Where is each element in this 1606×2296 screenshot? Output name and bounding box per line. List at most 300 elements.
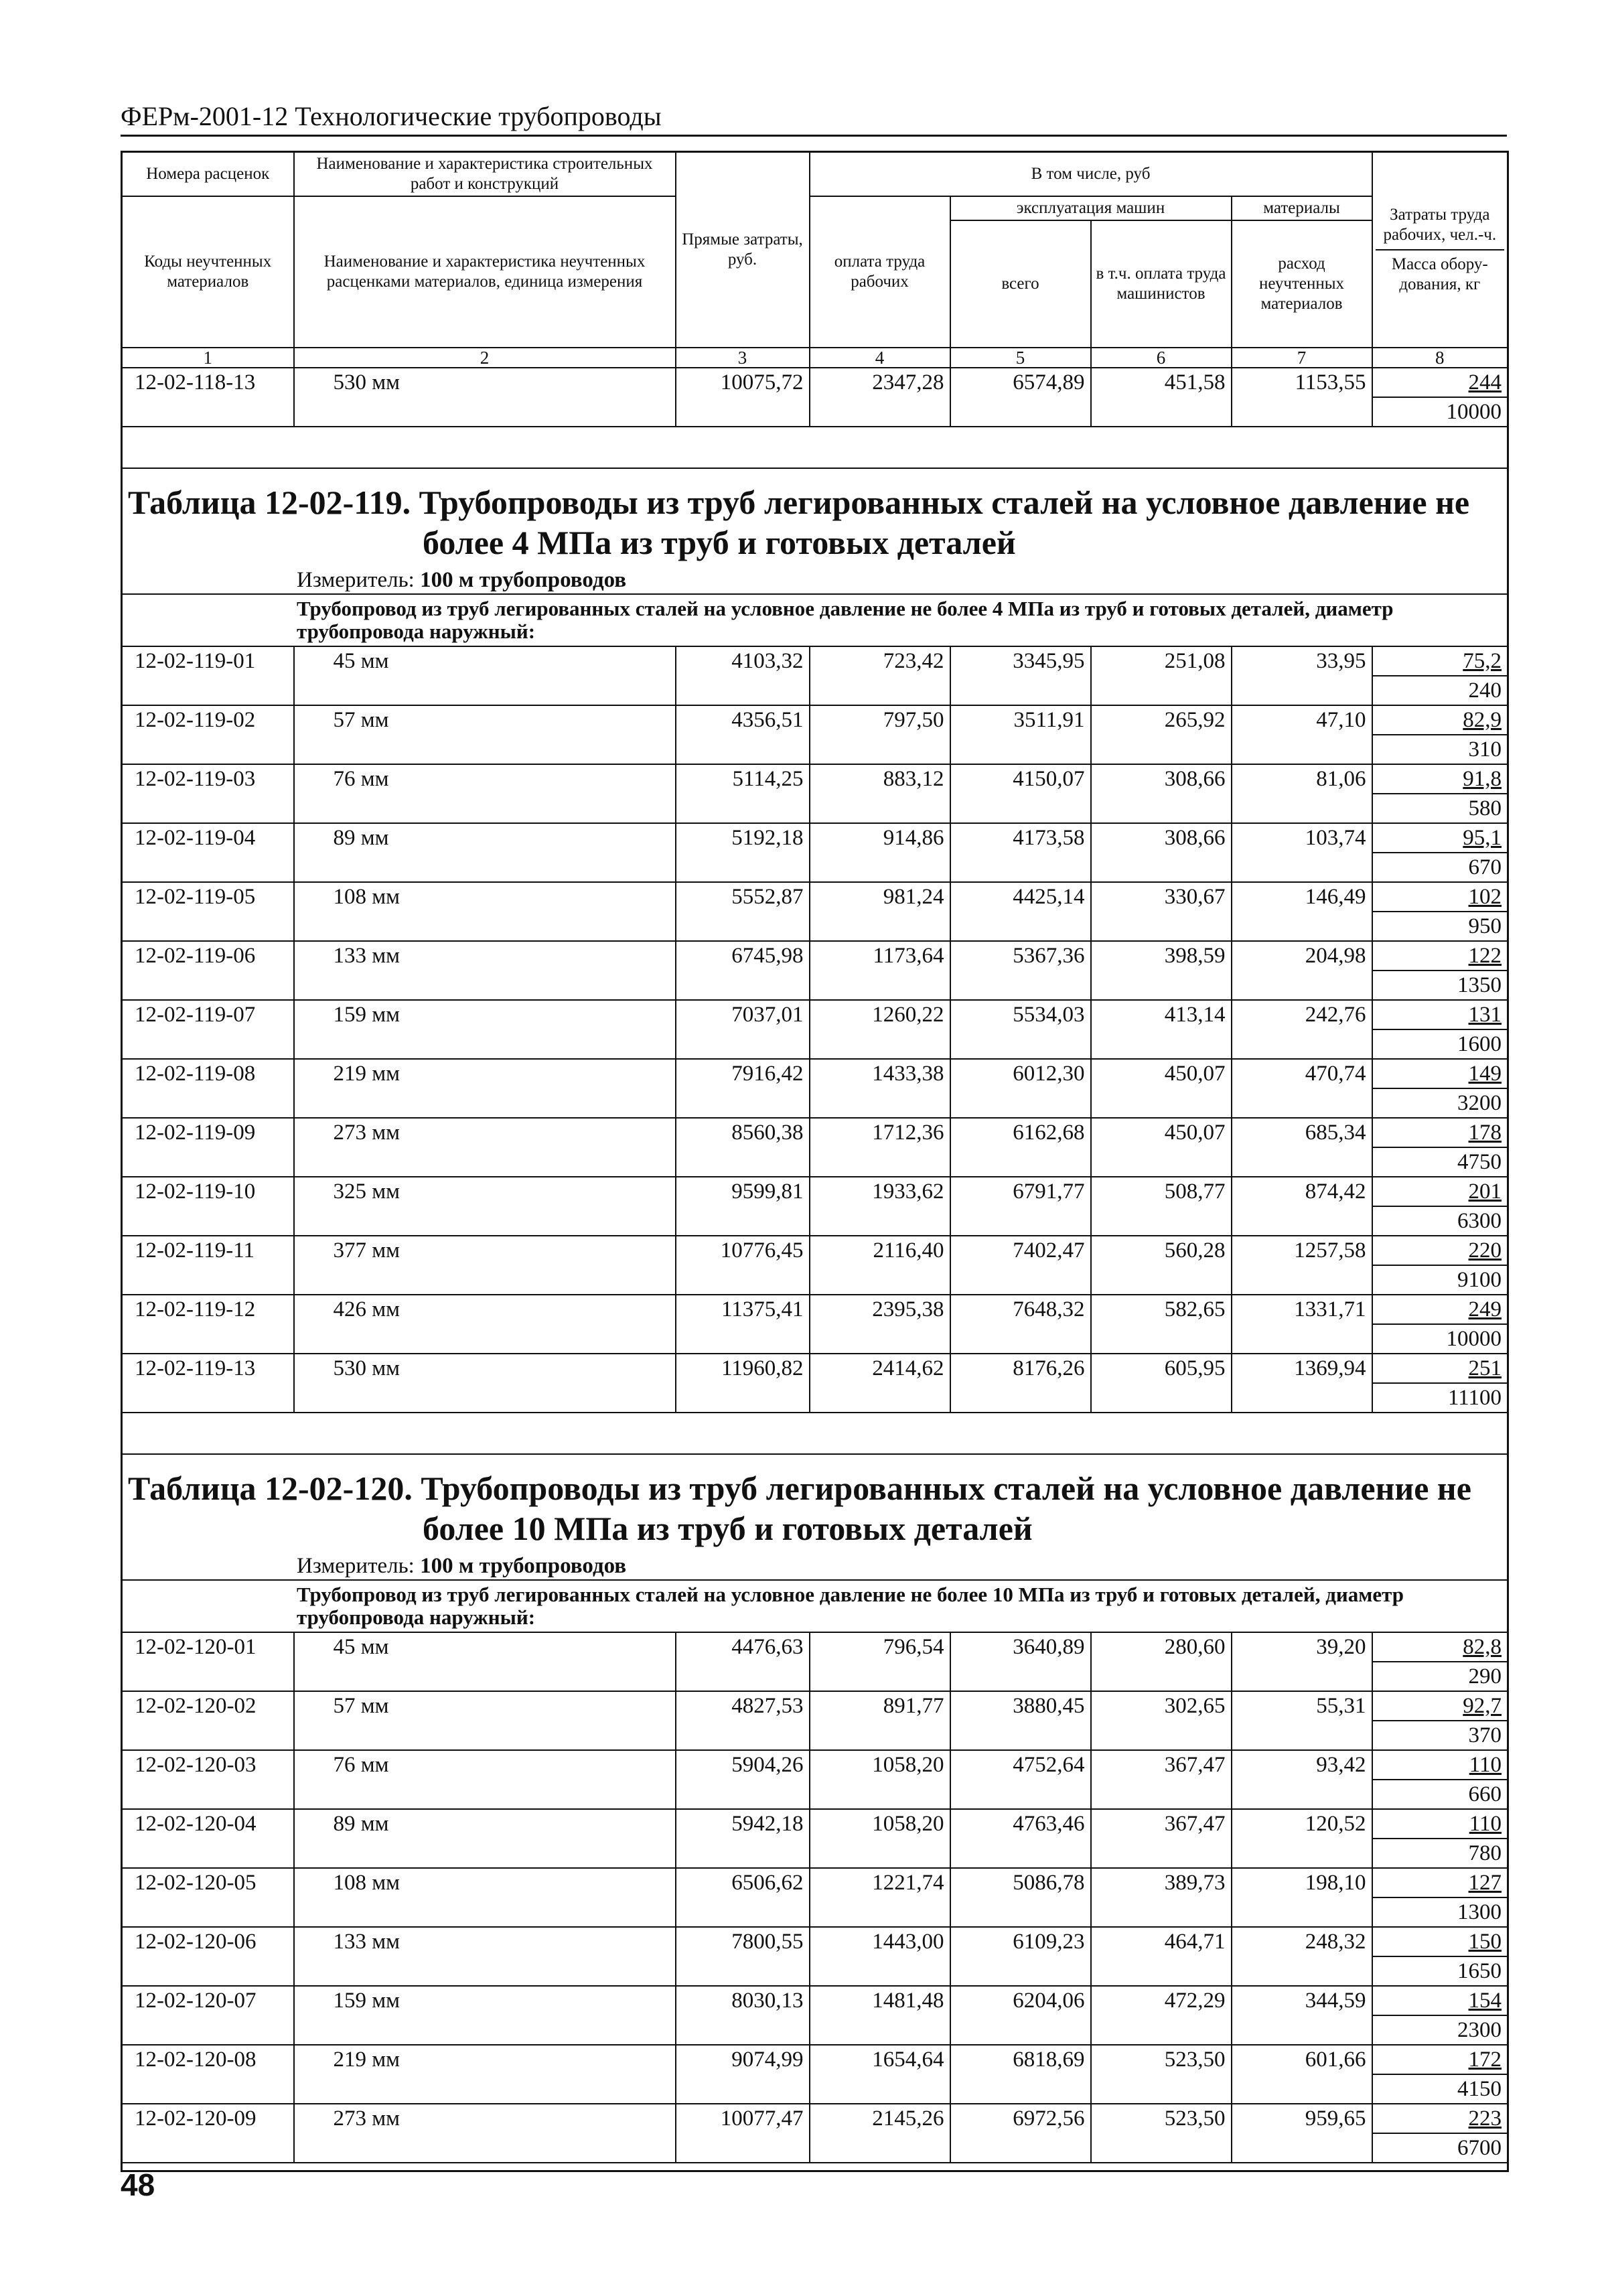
machines-total: 8176,26 xyxy=(950,1354,1091,1413)
materials-cost: 242,76 xyxy=(1232,1000,1372,1059)
table-row xyxy=(122,1177,1508,1236)
labor-mass-cell xyxy=(1372,646,1508,705)
labor-mass-cell xyxy=(1372,1177,1508,1236)
equipment-mass: 1600 xyxy=(1373,1029,1508,1058)
column-number: 4 xyxy=(810,348,950,368)
equipment-mass: 3200 xyxy=(1373,1088,1508,1117)
rate-code: 12-02-119-03 xyxy=(122,764,294,823)
materials-cost: 1369,94 xyxy=(1232,1354,1372,1413)
operators-pay: 389,73 xyxy=(1091,1868,1232,1927)
table-title-row xyxy=(122,1454,1508,1553)
labor-hours: 82,9 xyxy=(1463,708,1502,732)
labor-hours: 154 xyxy=(1468,1989,1502,2013)
table-row xyxy=(122,1868,1508,1927)
table-title-line-1: Таблица 12-02-119. Трубопроводы из труб легированных сталей на условное давление не xyxy=(128,484,1470,521)
rate-name: 45 мм xyxy=(294,1632,676,1691)
header-codes-top: Номера расценок xyxy=(122,152,294,197)
labor-hours: 75,2 xyxy=(1463,649,1502,673)
materials-cost: 959,65 xyxy=(1232,2104,1372,2163)
table-row xyxy=(122,368,1508,427)
machines-total: 6162,68 xyxy=(950,1118,1091,1177)
labor-pay: 914,86 xyxy=(810,823,950,882)
labor-hours: 201 xyxy=(1468,1179,1502,1204)
rate-code: 12-02-120-01 xyxy=(122,1632,294,1691)
rate-code: 12-02-119-06 xyxy=(122,941,294,1000)
page-number: 48 xyxy=(121,2167,155,2202)
labor-pay: 797,50 xyxy=(810,705,950,764)
operators-pay: 523,50 xyxy=(1091,2045,1232,2104)
machines-total: 6204,06 xyxy=(950,1986,1091,2045)
table-row xyxy=(122,1295,1508,1354)
direct-cost: 10776,45 xyxy=(676,1236,810,1295)
equipment-mass: 4750 xyxy=(1373,1147,1508,1176)
machines-total: 6972,56 xyxy=(950,2104,1091,2163)
column-number: 1 xyxy=(122,348,294,368)
direct-cost: 8560,38 xyxy=(676,1118,810,1177)
meter-row xyxy=(122,1553,1508,1580)
equipment-mass: 9100 xyxy=(1373,1265,1508,1294)
labor-mass-cell xyxy=(1372,823,1508,882)
gap-cell xyxy=(122,427,1508,468)
rate-code: 12-02-120-02 xyxy=(122,1691,294,1750)
labor-hours: 127 xyxy=(1468,1871,1502,1895)
header-operators-pay: в т.ч. оплата труда машинистов xyxy=(1091,220,1232,348)
header-row-2 xyxy=(122,196,1508,220)
operators-pay: 367,47 xyxy=(1091,1750,1232,1809)
labor-hours: 122 xyxy=(1468,944,1502,968)
table-row xyxy=(122,2104,1508,2163)
table-title-line-1: Таблица 12-02-120. Трубопроводы из труб легированных сталей на условное давление не xyxy=(128,1469,1471,1507)
equipment-mass: 290 xyxy=(1373,1661,1508,1691)
direct-cost: 7037,01 xyxy=(676,1000,810,1059)
materials-cost: 39,20 xyxy=(1232,1632,1372,1691)
operators-pay: 508,77 xyxy=(1091,1177,1232,1236)
rate-code: 12-02-119-09 xyxy=(122,1118,294,1177)
labor-pay: 1654,64 xyxy=(810,2045,950,2104)
table-row xyxy=(122,1691,1508,1750)
gap-cell xyxy=(122,1413,1508,1454)
labor-hours: 251 xyxy=(1468,1356,1502,1380)
header-group: В том числе, руб xyxy=(810,152,1372,197)
operators-pay: 367,47 xyxy=(1091,1809,1232,1868)
labor-hours: 150 xyxy=(1468,1930,1502,1954)
operators-pay: 265,92 xyxy=(1091,705,1232,764)
labor-pay: 1260,22 xyxy=(810,1000,950,1059)
table-title-line-2: более 10 МПа из труб и готовых деталей xyxy=(423,1510,1033,1547)
header-machines-total: всего xyxy=(950,220,1091,348)
materials-cost: 120,52 xyxy=(1232,1809,1372,1868)
column-numbers-row xyxy=(122,348,1508,368)
labor-pay: 883,12 xyxy=(810,764,950,823)
equipment-mass: 6300 xyxy=(1373,1206,1508,1235)
labor-hours: 149 xyxy=(1468,1062,1502,1086)
meter-line xyxy=(122,567,1508,594)
labor-mass-cell xyxy=(1372,1927,1508,1986)
labor-hours: 220 xyxy=(1468,1238,1502,1263)
labor-hours: 110 xyxy=(1469,1753,1502,1777)
labor-mass-cell xyxy=(1372,882,1508,941)
labor-pay: 1933,62 xyxy=(810,1177,950,1236)
rate-code: 12-02-119-05 xyxy=(122,882,294,941)
labor-hours: 172 xyxy=(1468,2048,1502,2072)
direct-cost: 9599,81 xyxy=(676,1177,810,1236)
labor-hours: 223 xyxy=(1468,2106,1502,2131)
rate-code: 12-02-118-13 xyxy=(122,368,294,427)
machines-total: 5534,03 xyxy=(950,1000,1091,1059)
labor-pay: 1712,36 xyxy=(810,1118,950,1177)
header-row-1 xyxy=(122,152,1508,197)
direct-cost: 5904,26 xyxy=(676,1750,810,1809)
rate-name: 325 мм xyxy=(294,1177,676,1236)
machines-total: 4173,58 xyxy=(950,823,1091,882)
direct-cost: 6506,62 xyxy=(676,1868,810,1927)
operators-pay: 464,71 xyxy=(1091,1927,1232,1986)
subtitle-row xyxy=(122,594,1508,646)
operators-pay: 450,07 xyxy=(1091,1059,1232,1118)
rate-code: 12-02-119-13 xyxy=(122,1354,294,1413)
machines-total: 6012,30 xyxy=(950,1059,1091,1118)
table-row xyxy=(122,1118,1508,1177)
materials-cost: 344,59 xyxy=(1232,1986,1372,2045)
operators-pay: 398,59 xyxy=(1091,941,1232,1000)
meter-line xyxy=(122,1553,1508,1580)
materials-cost: 248,32 xyxy=(1232,1927,1372,1986)
equipment-mass: 310 xyxy=(1373,734,1508,764)
column-number: 7 xyxy=(1232,348,1372,368)
direct-cost: 4476,63 xyxy=(676,1632,810,1691)
table-row xyxy=(122,646,1508,705)
machines-total: 4150,07 xyxy=(950,764,1091,823)
operators-pay: 560,28 xyxy=(1091,1236,1232,1295)
rate-code: 12-02-119-11 xyxy=(122,1236,294,1295)
materials-cost: 198,10 xyxy=(1232,1868,1372,1927)
equipment-mass: 780 xyxy=(1373,1838,1508,1867)
direct-cost: 4103,32 xyxy=(676,646,810,705)
equipment-mass: 6700 xyxy=(1373,2133,1508,2162)
table-title xyxy=(122,468,1508,567)
table-row xyxy=(122,1632,1508,1691)
rate-name: 133 мм xyxy=(294,1927,676,1986)
table-title-row xyxy=(122,468,1508,567)
machines-total: 6791,77 xyxy=(950,1177,1091,1236)
labor-pay: 1221,74 xyxy=(810,1868,950,1927)
equipment-mass: 10000 xyxy=(1373,1323,1508,1353)
operators-pay: 523,50 xyxy=(1091,2104,1232,2163)
header-labor-pay: оплата труда рабочих xyxy=(810,196,950,348)
materials-cost: 33,95 xyxy=(1232,646,1372,705)
meter-label: Измеритель: xyxy=(297,568,415,592)
column-number: 6 xyxy=(1091,348,1232,368)
machines-total: 3345,95 xyxy=(950,646,1091,705)
direct-cost: 7916,42 xyxy=(676,1059,810,1118)
labor-pay: 981,24 xyxy=(810,882,950,941)
table-row xyxy=(122,823,1508,882)
labor-pay: 2395,38 xyxy=(810,1295,950,1354)
machines-total: 6818,69 xyxy=(950,2045,1091,2104)
rate-name: 426 мм xyxy=(294,1295,676,1354)
table-row xyxy=(122,1000,1508,1059)
rate-code: 12-02-120-09 xyxy=(122,2104,294,2163)
labor-hours: 92,7 xyxy=(1463,1694,1502,1718)
labor-pay: 1481,48 xyxy=(810,1986,950,2045)
table-row xyxy=(122,1750,1508,1809)
machines-total: 5086,78 xyxy=(950,1868,1091,1927)
machines-total: 3511,91 xyxy=(950,705,1091,764)
labor-mass-cell xyxy=(1372,1632,1508,1691)
materials-cost: 470,74 xyxy=(1232,1059,1372,1118)
labor-mass-cell xyxy=(1372,941,1508,1000)
labor-mass-cell xyxy=(1372,1750,1508,1809)
table-row xyxy=(122,1236,1508,1295)
equipment-mass: 670 xyxy=(1373,852,1508,881)
materials-cost: 1331,71 xyxy=(1232,1295,1372,1354)
materials-cost: 146,49 xyxy=(1232,882,1372,941)
rate-name: 76 мм xyxy=(294,764,676,823)
equipment-mass: 1650 xyxy=(1373,1956,1508,1985)
labor-hours: 102 xyxy=(1468,885,1502,909)
operators-pay: 451,58 xyxy=(1091,368,1232,427)
operators-pay: 582,65 xyxy=(1091,1295,1232,1354)
labor-pay: 2116,40 xyxy=(810,1236,950,1295)
rate-name: 89 мм xyxy=(294,823,676,882)
direct-cost: 10075,72 xyxy=(676,368,810,427)
materials-cost: 47,10 xyxy=(1232,705,1372,764)
rate-name: 219 мм xyxy=(294,1059,676,1118)
rate-name: 219 мм xyxy=(294,2045,676,2104)
equipment-mass: 240 xyxy=(1373,675,1508,705)
rate-code: 12-02-120-03 xyxy=(122,1750,294,1809)
subtitle-row xyxy=(122,1580,1508,1632)
meter-value: 100 м трубопроводов xyxy=(420,568,627,592)
machines-total: 7402,47 xyxy=(950,1236,1091,1295)
rate-code: 12-02-120-05 xyxy=(122,1868,294,1927)
rate-code: 12-02-119-08 xyxy=(122,1059,294,1118)
labor-mass-cell xyxy=(1372,368,1508,427)
labor-hours: 249 xyxy=(1468,1297,1502,1321)
equipment-mass: 2300 xyxy=(1373,2015,1508,2044)
rate-name: 57 мм xyxy=(294,1691,676,1750)
header-codes-bottom: Коды неучтенных материалов xyxy=(122,196,294,348)
equipment-mass: 1300 xyxy=(1373,1897,1508,1926)
labor-hours: 82,8 xyxy=(1463,1635,1502,1659)
header-direct-cost: Прямые затраты, руб. xyxy=(676,152,810,348)
rate-code: 12-02-119-10 xyxy=(122,1177,294,1236)
labor-pay: 1058,20 xyxy=(810,1809,950,1868)
operators-pay: 330,67 xyxy=(1091,882,1232,941)
labor-hours: 131 xyxy=(1468,1003,1502,1027)
labor-pay: 723,42 xyxy=(810,646,950,705)
labor-mass-cell xyxy=(1372,1868,1508,1927)
header-name-top: Наименование и характеристика строительных работ и конструкций xyxy=(294,152,676,197)
labor-pay: 1443,00 xyxy=(810,1927,950,1986)
operators-pay: 280,60 xyxy=(1091,1632,1232,1691)
equipment-mass: 660 xyxy=(1373,1779,1508,1808)
rate-name: 159 мм xyxy=(294,1986,676,2045)
labor-mass-cell xyxy=(1372,1059,1508,1118)
labor-mass-cell xyxy=(1372,1000,1508,1059)
labor-hours: 95,1 xyxy=(1463,826,1502,850)
page-header: ФЕРм-2001-12 Технологические трубопроводы xyxy=(121,100,1507,137)
equipment-mass: 950 xyxy=(1373,911,1508,940)
direct-cost: 4356,51 xyxy=(676,705,810,764)
labor-mass-cell xyxy=(1372,1295,1508,1354)
rate-code: 12-02-119-12 xyxy=(122,1295,294,1354)
operators-pay: 413,14 xyxy=(1091,1000,1232,1059)
rate-name: 108 мм xyxy=(294,882,676,941)
operators-pay: 605,95 xyxy=(1091,1354,1232,1413)
table-row xyxy=(122,2045,1508,2104)
machines-total: 4752,64 xyxy=(950,1750,1091,1809)
operators-pay: 308,66 xyxy=(1091,823,1232,882)
labor-hours: 178 xyxy=(1468,1121,1502,1145)
rate-name: 108 мм xyxy=(294,1868,676,1927)
table-title xyxy=(122,1454,1508,1553)
column-number: 8 xyxy=(1372,348,1508,368)
column-number: 5 xyxy=(950,348,1091,368)
header-labor-mass xyxy=(1372,152,1508,348)
labor-hours: 91,8 xyxy=(1463,767,1502,791)
rate-name: 377 мм xyxy=(294,1236,676,1295)
rate-code: 12-02-119-02 xyxy=(122,705,294,764)
materials-cost: 55,31 xyxy=(1232,1691,1372,1750)
equipment-mass: 11100 xyxy=(1373,1382,1508,1412)
materials-cost: 93,42 xyxy=(1232,1750,1372,1809)
rate-name: 133 мм xyxy=(294,941,676,1000)
direct-cost: 5942,18 xyxy=(676,1809,810,1868)
equipment-mass: 10000 xyxy=(1373,397,1508,426)
equipment-mass: 1350 xyxy=(1373,970,1508,999)
rate-code: 12-02-120-08 xyxy=(122,2045,294,2104)
rate-code: 12-02-119-01 xyxy=(122,646,294,705)
direct-cost: 4827,53 xyxy=(676,1691,810,1750)
rate-name: 159 мм xyxy=(294,1000,676,1059)
operators-pay: 450,07 xyxy=(1091,1118,1232,1177)
rate-name: 76 мм xyxy=(294,1750,676,1809)
column-number: 2 xyxy=(294,348,676,368)
rate-code: 12-02-119-04 xyxy=(122,823,294,882)
table-subtitle: Трубопровод из труб легированных сталей на условное давление не более 10 МПа из труб и готовых деталей, диаметр трубопровода наружный: xyxy=(122,1580,1508,1632)
labor-mass-cell xyxy=(1372,1986,1508,2045)
header-name-bottom: Наименование и характеристика неучтенных расценками материалов, единица измерения xyxy=(294,196,676,348)
materials-cost: 874,42 xyxy=(1232,1177,1372,1236)
header-materials: материалы xyxy=(1232,196,1372,220)
rate-name: 530 мм xyxy=(294,368,676,427)
direct-cost: 5552,87 xyxy=(676,882,810,941)
table-row xyxy=(122,1809,1508,1868)
meter-label: Измеритель: xyxy=(297,1554,415,1578)
column-number: 3 xyxy=(676,348,810,368)
table-row xyxy=(122,1927,1508,1986)
direct-cost: 6745,98 xyxy=(676,941,810,1000)
labor-mass-cell xyxy=(1372,764,1508,823)
materials-cost: 601,66 xyxy=(1232,2045,1372,2104)
labor-mass-cell xyxy=(1372,2104,1508,2163)
machines-total: 7648,32 xyxy=(950,1295,1091,1354)
direct-cost: 5192,18 xyxy=(676,823,810,882)
materials-cost: 1257,58 xyxy=(1232,1236,1372,1295)
header-unaccounted-materials: расход неучтенных материалов xyxy=(1232,220,1372,348)
rate-code: 12-02-120-06 xyxy=(122,1927,294,1986)
table-row xyxy=(122,941,1508,1000)
table-title-line-2: более 4 МПа из труб и готовых деталей xyxy=(423,524,1016,561)
labor-hours: 110 xyxy=(1469,1812,1502,1836)
table-end-spacer xyxy=(122,2163,1508,2171)
operators-pay: 308,66 xyxy=(1091,764,1232,823)
labor-pay: 1433,38 xyxy=(810,1059,950,1118)
direct-cost: 11375,41 xyxy=(676,1295,810,1354)
direct-cost: 9074,99 xyxy=(676,2045,810,2104)
table-row xyxy=(122,1354,1508,1413)
direct-cost: 11960,82 xyxy=(676,1354,810,1413)
materials-cost: 103,74 xyxy=(1232,823,1372,882)
machines-total: 6109,23 xyxy=(950,1927,1091,1986)
machines-total: 4425,14 xyxy=(950,882,1091,941)
header-labor-hours: Затраты труда рабочих, чел.-ч. xyxy=(1376,205,1505,250)
rate-code: 12-02-119-07 xyxy=(122,1000,294,1059)
materials-cost: 81,06 xyxy=(1232,764,1372,823)
machines-total: 4763,46 xyxy=(950,1809,1091,1868)
meter-row xyxy=(122,567,1508,594)
section-gap xyxy=(122,427,1508,468)
labor-pay: 2347,28 xyxy=(810,368,950,427)
labor-mass-cell xyxy=(1372,1236,1508,1295)
table-row xyxy=(122,882,1508,941)
table-row xyxy=(122,764,1508,823)
rate-name: 89 мм xyxy=(294,1809,676,1868)
direct-cost: 8030,13 xyxy=(676,1986,810,2045)
machines-total: 5367,36 xyxy=(950,941,1091,1000)
table-row xyxy=(122,705,1508,764)
materials-cost: 1153,55 xyxy=(1232,368,1372,427)
equipment-mass: 580 xyxy=(1373,793,1508,822)
materials-cost: 204,98 xyxy=(1232,941,1372,1000)
header-equipment-mass: Масса обору-дования, кг xyxy=(1391,255,1488,293)
rate-name: 45 мм xyxy=(294,646,676,705)
labor-mass-cell xyxy=(1372,1354,1508,1413)
labor-pay: 796,54 xyxy=(810,1632,950,1691)
section-gap xyxy=(122,1413,1508,1454)
direct-cost: 5114,25 xyxy=(676,764,810,823)
labor-mass-cell xyxy=(1372,2045,1508,2104)
rate-code: 12-02-120-07 xyxy=(122,1986,294,2045)
spacer-cell xyxy=(122,2163,1508,2171)
meter-value: 100 м трубопроводов xyxy=(420,1554,627,1578)
labor-mass-cell xyxy=(1372,1691,1508,1750)
labor-pay: 1173,64 xyxy=(810,941,950,1000)
labor-mass-cell xyxy=(1372,1809,1508,1868)
table-row xyxy=(122,1059,1508,1118)
labor-pay: 1058,20 xyxy=(810,1750,950,1809)
operators-pay: 472,29 xyxy=(1091,1986,1232,2045)
labor-pay: 2414,62 xyxy=(810,1354,950,1413)
equipment-mass: 370 xyxy=(1373,1720,1508,1749)
machines-total: 6574,89 xyxy=(950,368,1091,427)
direct-cost: 7800,55 xyxy=(676,1927,810,1986)
operators-pay: 251,08 xyxy=(1091,646,1232,705)
direct-cost: 10077,47 xyxy=(676,2104,810,2163)
labor-pay: 891,77 xyxy=(810,1691,950,1750)
table-row xyxy=(122,1986,1508,2045)
rate-name: 273 мм xyxy=(294,1118,676,1177)
machines-total: 3880,45 xyxy=(950,1691,1091,1750)
materials-cost: 685,34 xyxy=(1232,1118,1372,1177)
header-machines: эксплуатация машин xyxy=(950,196,1232,220)
rate-name: 273 мм xyxy=(294,2104,676,2163)
labor-mass-cell xyxy=(1372,1118,1508,1177)
operators-pay: 302,65 xyxy=(1091,1691,1232,1750)
machines-total: 3640,89 xyxy=(950,1632,1091,1691)
rate-name: 530 мм xyxy=(294,1354,676,1413)
